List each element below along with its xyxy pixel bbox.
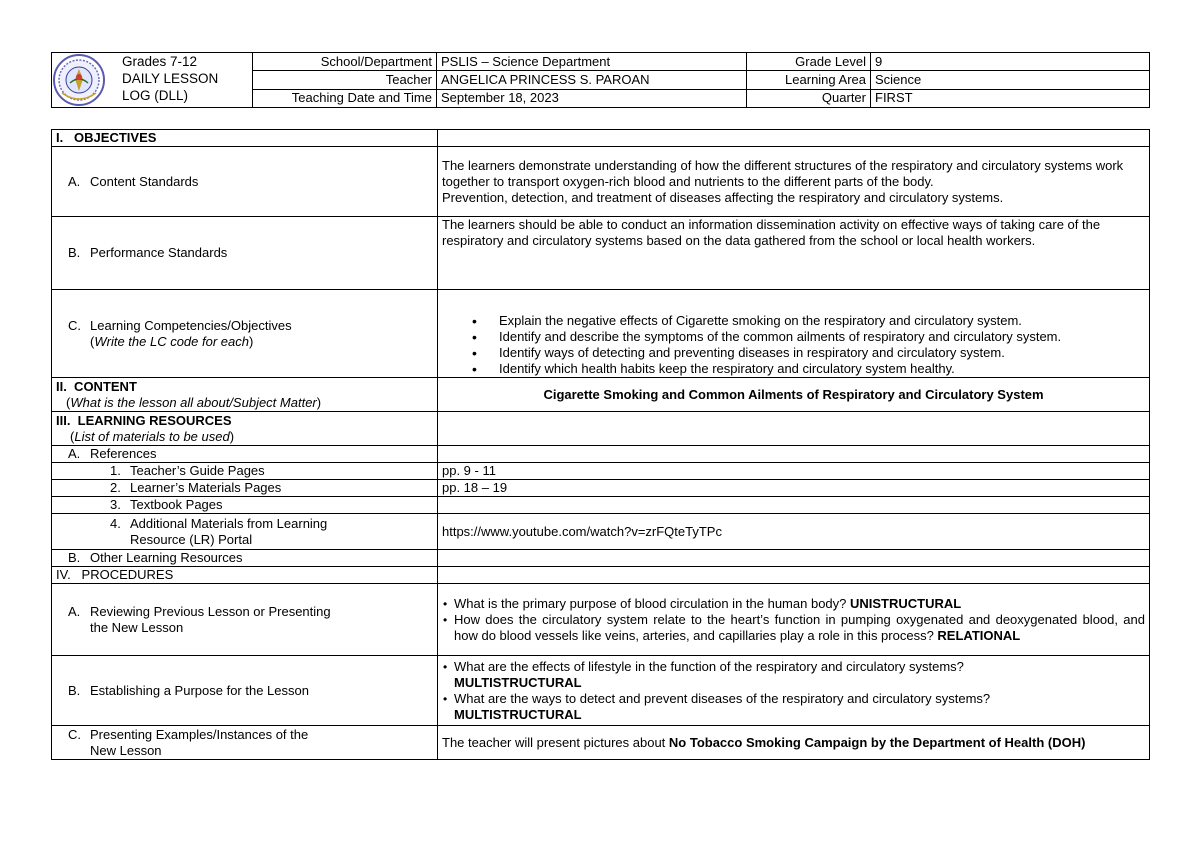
examples-value: The teacher will present pictures about No Tobacco Smoking Campaign by the Department of Health (DOH) bbox=[438, 726, 1150, 760]
teacher-label: Teacher bbox=[253, 71, 437, 89]
table-row: B. Other Learning Resources bbox=[52, 550, 1150, 567]
table-row bbox=[52, 290, 1150, 378]
competencies-value bbox=[438, 290, 1150, 378]
title-line-1: Grades 7-12 bbox=[122, 54, 198, 69]
table-row: 4. Additional Materials from Learning Resource (LR) Portal https://www.youtube.com/watch?v=zrFQteTyTPc bbox=[52, 514, 1150, 550]
table-row bbox=[52, 584, 1150, 656]
list-item: • How does the circulatory system relate to the heart’s function in pumping oxygenated and deoxygenated blood, and how do blood vessels like veins, arteries, and capillaries play a role in this process? RELATIONAL bbox=[454, 612, 1145, 644]
competencies-note: Write the LC code for each bbox=[94, 333, 249, 349]
quarter-value: FIRST bbox=[871, 89, 1150, 107]
content-note: What is the lesson all about/Subject Matter bbox=[70, 394, 317, 410]
content-heading: II. CONTENT bbox=[56, 378, 137, 394]
table-row: 1. Teacher’s Guide Pages pp. 9 - 11 bbox=[52, 463, 1150, 480]
list-item: • Explain the negative effects of Cigarette smoking on the respiratory and circulatory system. bbox=[486, 313, 1145, 329]
learning-area-value: Science bbox=[871, 71, 1150, 89]
lesson-log-table bbox=[51, 129, 1150, 760]
deped-seal-icon bbox=[52, 53, 106, 107]
logo-title-cell bbox=[52, 53, 253, 108]
textbook-pages-value bbox=[438, 497, 1150, 514]
list-item: • Identify ways of detecting and preventing diseases in respiratory and circulatory system. bbox=[486, 345, 1145, 361]
teacher-value: ANGELICA PRINCESS S. PAROAN bbox=[437, 71, 747, 89]
list-item: • Identify and describe the symptoms of the common ailments of respiratory and circulatory system. bbox=[486, 329, 1145, 345]
resources-label-cell: III. LEARNING RESOURCES (List of materials to be used) bbox=[52, 412, 438, 446]
competencies-label: Learning Competencies/Objectives bbox=[90, 317, 292, 333]
table-row bbox=[52, 412, 1150, 446]
teaching-date-value: September 18, 2023 bbox=[437, 89, 747, 107]
grade-level-label: Grade Level bbox=[747, 53, 871, 71]
table-row bbox=[52, 726, 1150, 760]
textbook-pages-label: Textbook Pages bbox=[130, 497, 223, 512]
reviewing-value bbox=[438, 584, 1150, 656]
dll-title bbox=[106, 53, 218, 104]
learners-materials-value: pp. 18 – 19 bbox=[438, 480, 1150, 497]
performance-standards-value: The learners should be able to conduct an information dissemination activity on effective ways of taking care of the respiratory and circulatory systems based on the data gathered from the school or local health workers. bbox=[438, 217, 1150, 290]
reviewing-label-cell: A. Reviewing Previous Lesson or Presenting the New Lesson bbox=[52, 584, 438, 656]
school-value: PSLIS – Science Department bbox=[437, 53, 747, 71]
content-value: Cigarette Smoking and Common Ailments of Respiratory and Circulatory System bbox=[438, 378, 1150, 412]
performance-standards-label-cell: B. Performance Standards bbox=[52, 217, 438, 290]
quarter-label: Quarter bbox=[747, 89, 871, 107]
table-row: 2. Learner’s Materials Pages pp. 18 – 19 bbox=[52, 480, 1150, 497]
list-item: • What are the ways to detect and prevent diseases of the respiratory and circulatory systems? MULTISTRUCTURAL bbox=[454, 691, 1145, 723]
list-item: • Identify which health habits keep the respiratory and circulatory system healthy. bbox=[486, 361, 1145, 377]
resources-heading: III. LEARNING RESOURCES bbox=[56, 412, 232, 428]
teaching-date-label: Teaching Date and Time bbox=[253, 89, 437, 107]
list-item: • What is the primary purpose of blood circulation in the human body? UNISTRUCTURAL bbox=[454, 596, 1145, 612]
teachers-guide-label: Teacher’s Guide Pages bbox=[130, 463, 265, 478]
school-label: School/Department bbox=[253, 53, 437, 71]
references-label: References bbox=[90, 446, 157, 461]
examples-label: Presenting Examples/Instances of the bbox=[90, 726, 309, 742]
list-item: • What are the effects of lifestyle in the function of the respiratory and circulatory systems? MULTISTRUCTURAL bbox=[454, 659, 1145, 691]
resources-note: List of materials to be used bbox=[74, 428, 230, 444]
purpose-value bbox=[438, 656, 1150, 726]
teachers-guide-value: pp. 9 - 11 bbox=[438, 463, 1150, 480]
table-row bbox=[52, 567, 1150, 584]
table-row bbox=[52, 217, 1150, 290]
purpose-label-cell: B. Establishing a Purpose for the Lesson bbox=[52, 656, 438, 726]
additional-materials-label: Additional Materials from Learning bbox=[130, 515, 328, 531]
table-row bbox=[52, 656, 1150, 726]
lr-portal-link[interactable]: https://www.youtube.com/watch?v=zrFQteTyTPc bbox=[438, 514, 1150, 550]
reviewing-label: Reviewing Previous Lesson or Presenting bbox=[90, 603, 331, 619]
objectives-heading: I. OBJECTIVES bbox=[52, 130, 438, 147]
competencies-label-cell: C. Learning Competencies/Objectives (Write the LC code for each) bbox=[52, 290, 438, 378]
title-line-2: DAILY LESSON bbox=[122, 71, 219, 86]
table-row: 3. Textbook Pages bbox=[52, 497, 1150, 514]
content-standards-label: Content Standards bbox=[90, 173, 199, 189]
table-row: A. References bbox=[52, 446, 1150, 463]
grade-level-value: 9 bbox=[871, 53, 1150, 71]
content-standards-label-cell: A. Content Standards bbox=[52, 147, 438, 217]
purpose-label: Establishing a Purpose for the Lesson bbox=[90, 682, 309, 698]
learning-area-label: Learning Area bbox=[747, 71, 871, 89]
content-standards-value: The learners demonstrate understanding of how the different structures of the respiratory and circulatory systems work together to transport oxygen-rich blood and nutrients to the different parts of the body. Prevention, detection, and treatment of diseases affecting the respiratory and circulatory systems. bbox=[438, 147, 1150, 217]
table-row bbox=[52, 147, 1150, 217]
table-row bbox=[52, 378, 1150, 412]
title-line-3: LOG (DLL) bbox=[122, 88, 189, 103]
content-label-cell: II. CONTENT (What is the lesson all about/Subject Matter) bbox=[52, 378, 438, 412]
other-resources-label: Other Learning Resources bbox=[90, 550, 243, 565]
header-table bbox=[51, 52, 1150, 108]
procedures-heading: IV. PROCEDURES bbox=[52, 567, 438, 584]
examples-label-cell: C. Presenting Examples/Instances of the New Lesson bbox=[52, 726, 438, 760]
table-row bbox=[52, 130, 1150, 147]
performance-standards-label: Performance Standards bbox=[90, 245, 228, 260]
learners-materials-label: Learner’s Materials Pages bbox=[130, 480, 282, 495]
